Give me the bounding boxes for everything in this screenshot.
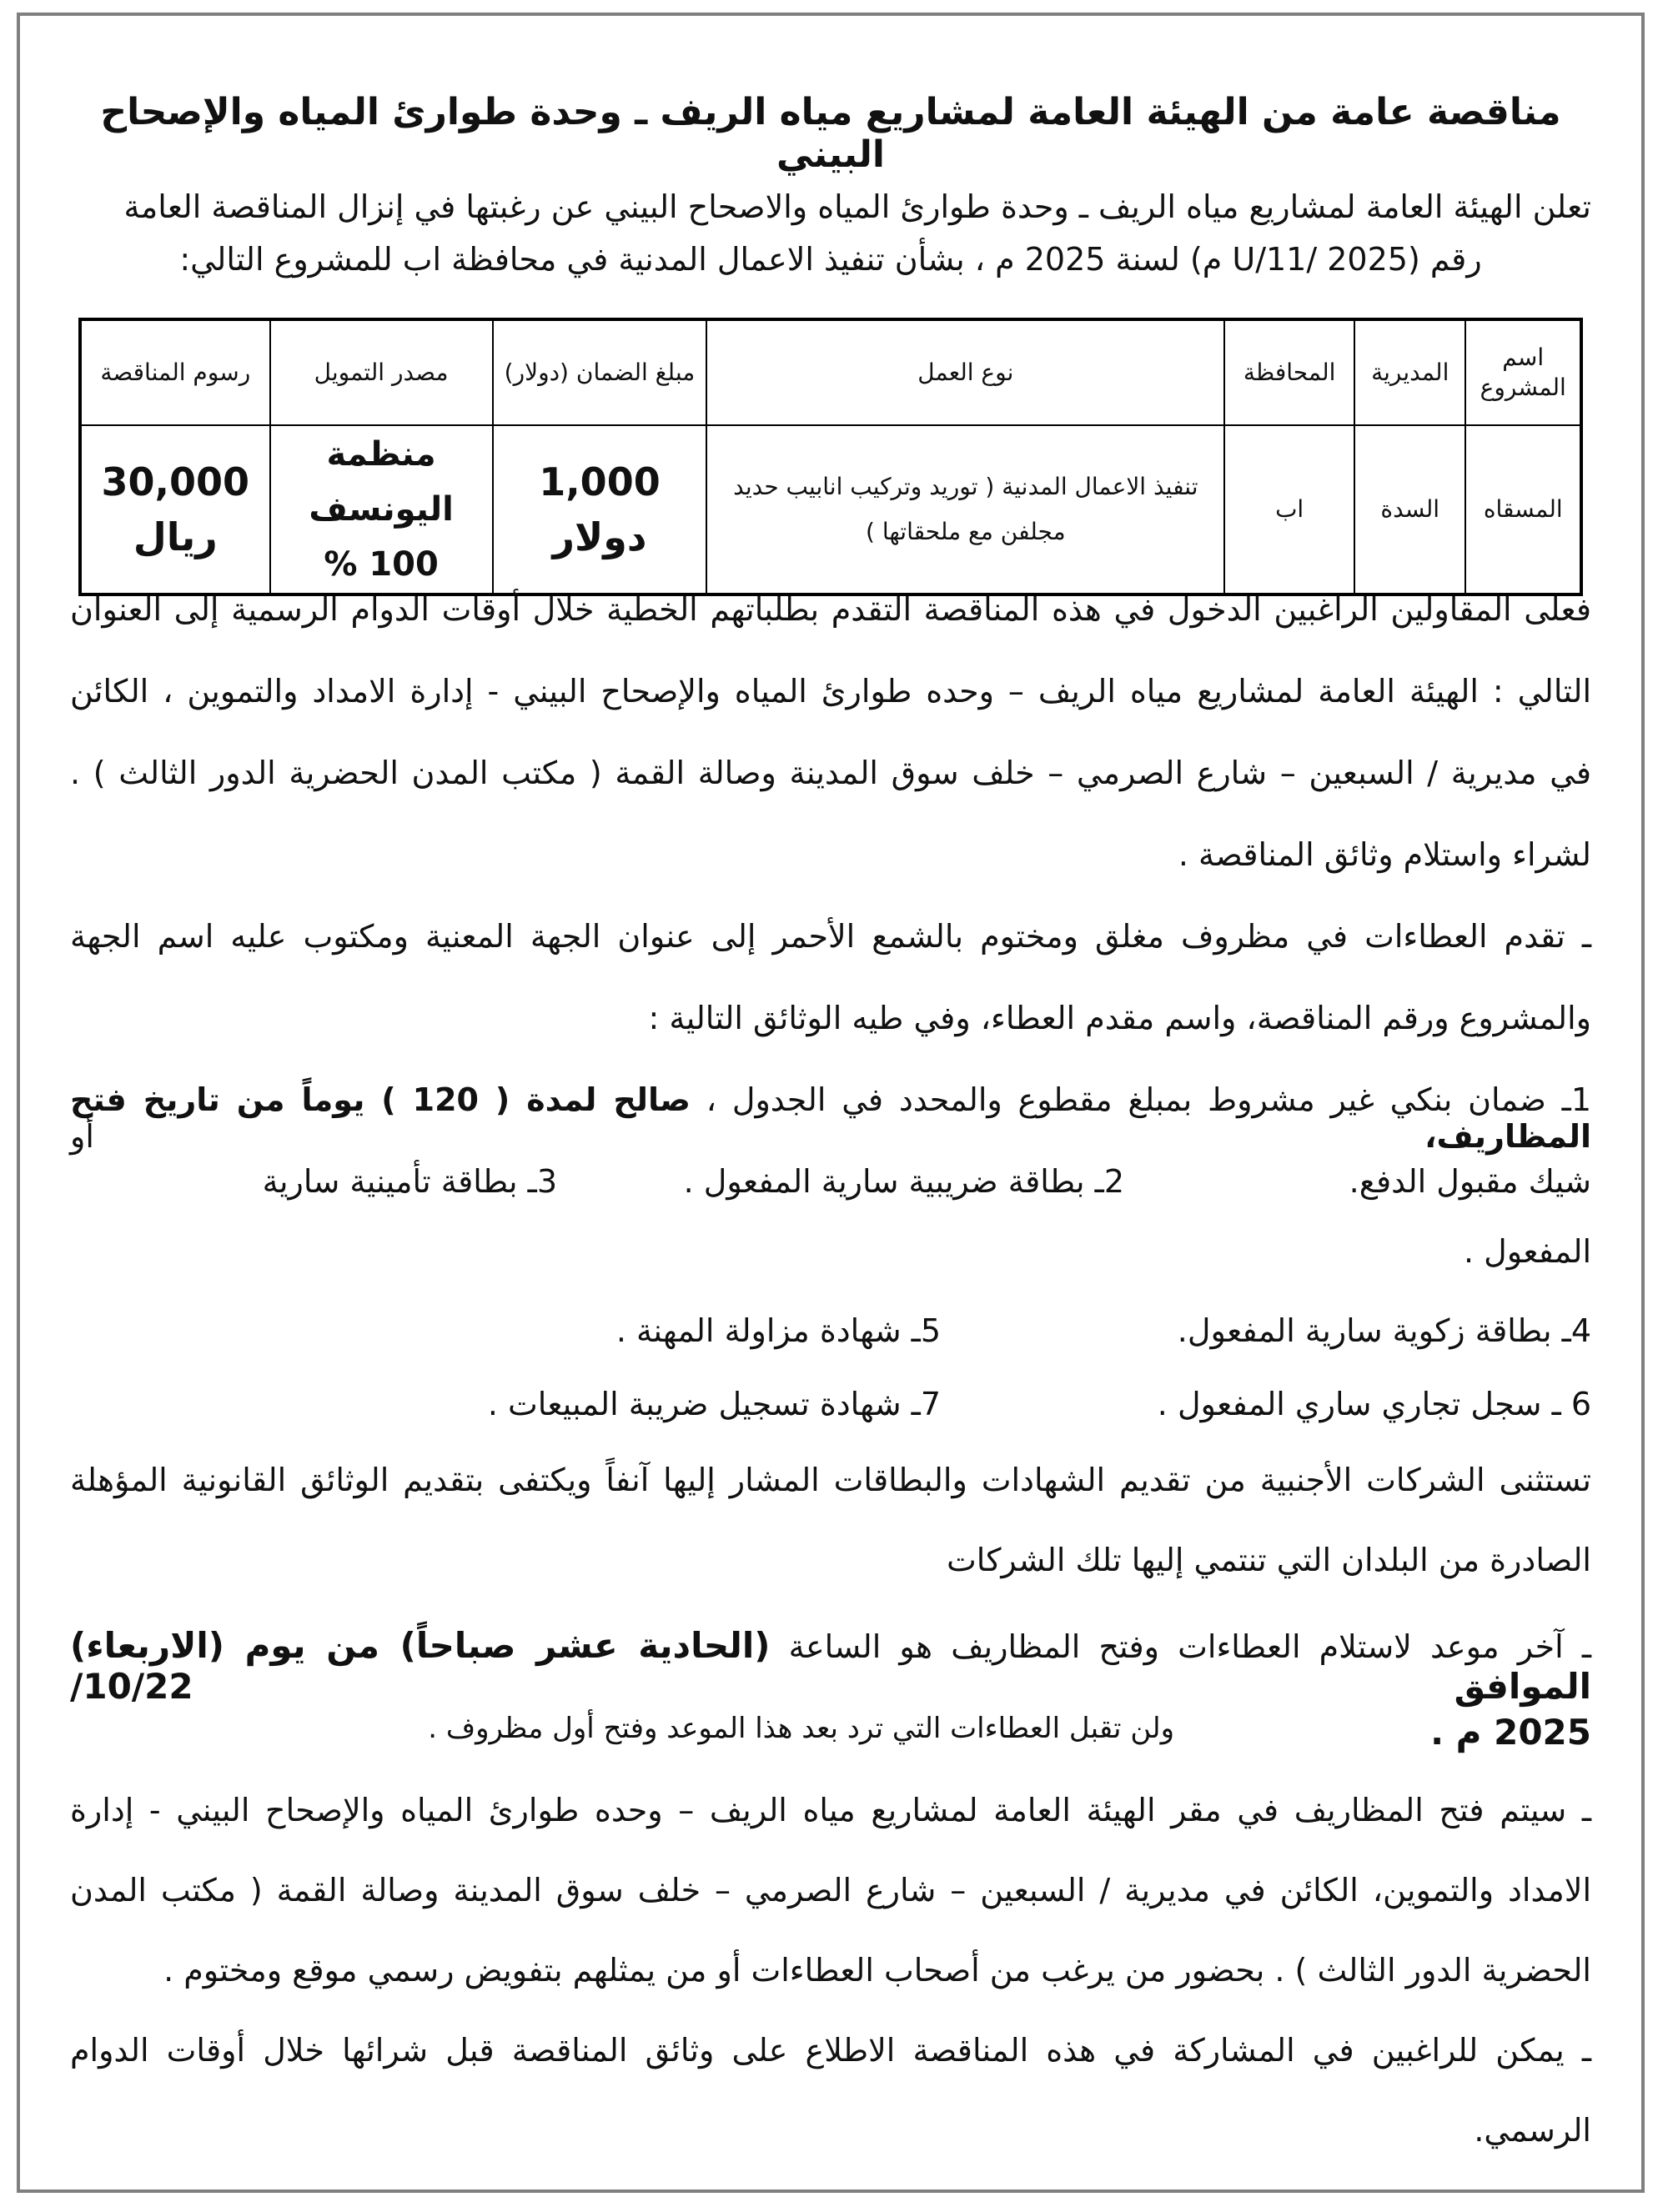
tender-title: مناقصة عامة من الهيئة العامة لمشاريع مياه الريف ـ وحدة طوارئ المياه والإصحاح البيني <box>100 91 1561 176</box>
cell-project-name: المسقاه <box>1465 425 1581 594</box>
cell-fees <box>80 425 270 594</box>
doc-item-6: 6 ـ سجل تجاري ساري المفعول . <box>1157 1386 1591 1422</box>
header-governorate: المحافظة <box>1224 319 1354 425</box>
para5-line-2: الرسمي. <box>1474 2112 1591 2149</box>
deadline-line-2 <box>70 1712 1591 1762</box>
deadline-note: ولن تقبل العطاءات التي ترد بعد هذا الموعد وفتح أول مظروف . <box>428 1712 1174 1745</box>
fee-amount: 30,000 <box>101 459 250 504</box>
doc-item-3: 3ـ بطاقة تأمينية سارية <box>262 1163 557 1200</box>
doc-item-3-cont: المفعول . <box>1463 1233 1591 1270</box>
table-header-row <box>80 319 1581 425</box>
doc-item-1-start: 1ـ ضمان بنكي غير مشروط بمبلغ مقطوع والمحدد في الجدول ، <box>690 1081 1592 1118</box>
project-table <box>78 318 1583 596</box>
para3-line-1: تستثنى الشركات الأجنبية من تقديم الشهادات والبطاقات المشار إليها آنفاً ويكتفى بتقديم الوثائق القانونية المؤهلة <box>70 1462 1591 1498</box>
doc-item-2: 2ـ بطاقة ضريبية سارية المفعول . <box>683 1163 1124 1200</box>
table-row <box>80 425 1581 594</box>
cell-work-type: تنفيذ الاعمال المدنية ( توريد وتركيب انابيب حديد مجلفن مع ملحقاتها ) <box>706 425 1224 594</box>
funding-source: منظمة اليونسف <box>309 435 454 529</box>
deadline-year: 2025 م . <box>1430 1712 1591 1753</box>
doc-item-7: 7ـ شهادة تسجيل ضريبة المبيعات . <box>487 1386 941 1422</box>
para4-line-3: الحضرية الدور الثالث ) . بحضور من يرغب من أصحاب العطاءات أو من يمثلهم بتفويض رسمي موقع ومختوم . <box>163 1952 1591 1989</box>
fee-currency: ريال <box>133 514 218 559</box>
document-page <box>17 13 1645 2193</box>
doc-item-1-cont: شيك مقبول الدفع. <box>1349 1163 1591 1200</box>
doc-row-6 <box>70 1386 1591 1436</box>
cell-funding <box>270 425 493 594</box>
para1-line-4: لشراء واستلام وثائق المناقصة . <box>1178 836 1591 873</box>
header-district: المديرية <box>1354 319 1465 425</box>
guarantee-amount: 1,000 <box>539 459 661 504</box>
header-fees: رسوم المناقصة <box>80 319 270 425</box>
cell-district: السدة <box>1354 425 1465 594</box>
para1-line-2: التالي : الهيئة العامة لمشاريع مياه الريف – وحده طوارئ المياه والإصحاح البيني - إدارة الامداد والتموين ، الكائن <box>70 673 1591 710</box>
deadline-date: (الحادية عشر صباحاً) من يوم (الاربعاء) الموافق 10/22/ <box>70 1625 1591 1707</box>
cell-guarantee <box>493 425 707 594</box>
para4-line-1: ـ سيتم فتح المظاريف في مقر الهيئة العامة لمشاريع مياه الريف – وحده طوارئ المياه والإصحاح البيني - إدارة <box>70 1792 1591 1828</box>
guarantee-currency: دولار <box>552 514 647 559</box>
header-guarantee: مبلغ الضمان (دولار) <box>493 319 707 425</box>
deadline-start: ـ آخر موعد لاستلام العطاءات وفتح المظاريف هو الساعة <box>770 1628 1591 1665</box>
deadline-line-1 <box>70 1625 1591 1707</box>
doc-row-2 <box>70 1163 1591 1213</box>
para3-line-2: الصادرة من البلدان التي تنتمي إليها تلك الشركات <box>946 1542 1591 1578</box>
intro-line-1: تعلن الهيئة العامة لمشاريع مياه الريف ـ وحدة طوارئ المياه والاصحاح البيني عن رغبتها في إنزال المناقصة العامة <box>123 188 1591 225</box>
para5-line-1: ـ يمكن للراغبين في المشاركة في هذه المناقصة الاطلاع على وثائق المناقصة قبل شرائها خلال أوقات الدوام <box>70 2032 1591 2069</box>
para1-line-3: في مديرية / السبعين – شارع الصرمي – خلف سوق المدينة وصالة القمة ( مكتب المدن الحضرية الدور الثالث ) . <box>70 755 1591 791</box>
header-project-name: اسم المشروع <box>1465 319 1581 425</box>
para4-line-2: الامداد والتموين، الكائن في مديرية / السبعين – شارع الصرمي – خلف سوق المدينة وصالة القمة ( مكتب المدن <box>70 1872 1591 1909</box>
funding-percent: 100 % <box>324 545 439 584</box>
para2-line-1: ـ تقدم العطاءات في مظروف مغلق ومختوم بالشمع الأحمر إلى عنوان الجهة المعنية ومكتوب عليه اسم الجهة <box>70 918 1591 955</box>
intro-line-2: رقم (U/11/ 2025 م) لسنة 2025 م ، بشأن تنفيذ الاعمال المدنية في محافظة اب للمشروع التالي: <box>179 241 1482 278</box>
para1-line-1: فعلى المقاولين الراغبين الدخول في هذه المناقصة التقدم بطلباتهم الخطية خلال أوقات الدوام الرسمية إلى العنوان <box>70 591 1591 628</box>
header-work-type: نوع العمل <box>706 319 1224 425</box>
doc-item-1-end: أو <box>70 1118 1425 1155</box>
doc-row-4 <box>70 1312 1591 1362</box>
header-funding: مصدر التمويل <box>270 319 493 425</box>
para2-line-2: والمشروع ورقم المناقصة، واسم مقدم العطاء، وفي طيه الوثائق التالية : <box>648 1000 1591 1036</box>
doc-item-1-bold: صالح لمدة ( 120 ) يوماً من تاريخ فتح المظاريف، <box>70 1081 1591 1155</box>
doc-item-4: 4ـ بطاقة زكوية سارية المفعول. <box>1177 1312 1591 1349</box>
doc-item-5: 5ـ شهادة مزاولة المهنة . <box>615 1312 941 1349</box>
document-content <box>70 16 1591 2189</box>
doc-item-1 <box>70 1081 1591 1155</box>
cell-governorate: اب <box>1224 425 1354 594</box>
